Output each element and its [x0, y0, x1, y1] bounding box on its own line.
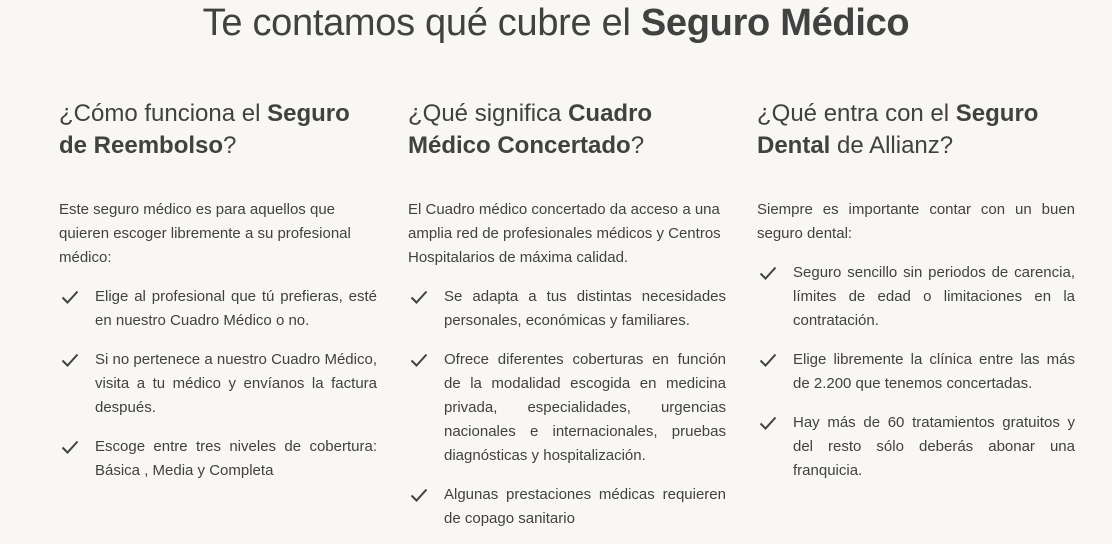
heading-prefix: ¿Qué significa: [408, 100, 569, 127]
check-icon: [61, 439, 79, 455]
check-icon: [759, 352, 777, 368]
dental-list: [757, 261, 1075, 483]
heading-bold: Médico Concertado: [408, 132, 631, 159]
list-item-text: Hay más de 60 tratamientos gratuitos y del resto sólo deberás abonar una franquicia.: [793, 414, 1075, 479]
list-item: [408, 483, 726, 531]
check-icon: [61, 352, 79, 368]
list-item: [408, 348, 726, 468]
check-icon: [61, 289, 79, 305]
list-item: [408, 285, 726, 333]
heading-bold: de Reembolso: [59, 132, 224, 159]
list-item: [757, 261, 1075, 333]
heading-prefix: ¿Qué entra con el: [757, 100, 956, 127]
list-item-text: Escoge entre tres niveles de cobertura: Básica , Media y Completa: [95, 438, 377, 479]
heading-suffix: ?: [630, 132, 645, 159]
cuadro-medico-heading: [408, 98, 726, 162]
list-item: [59, 285, 377, 333]
list-item: [59, 435, 377, 483]
list-item: [59, 348, 377, 420]
heading-bold: Cuadro: [568, 100, 653, 127]
dental-column: [757, 98, 1075, 498]
cuadro-medico-intro: El Cuadro médico concertado da acceso a una amplia red de profesionales médicos y Centros Hospitalarios de máxima calidad.: [408, 201, 721, 266]
list-item-text: Elige al profesional que tú prefieras, esté en nuestro Cuadro Médico o no.: [95, 288, 377, 329]
dental-intro: Siempre es importante contar con un buen seguro dental:: [757, 201, 1075, 242]
heading-bold: Dental: [757, 132, 831, 159]
cuadro-medico-list: [408, 285, 726, 531]
list-item-text: Si no pertenece a nuestro Cuadro Médico, visita a tu médico y envíanos la factura después.: [95, 351, 377, 416]
dental-heading: [757, 98, 1075, 162]
heading-bold: Seguro: [267, 100, 350, 127]
page-title-prefix: Te contamos qué cubre el: [202, 2, 641, 44]
list-item-text: Seguro sencillo sin periodos de carencia, límites de edad o limitaciones en la contratación.: [793, 264, 1075, 329]
heading-bold: Seguro: [955, 100, 1039, 127]
reembolso-list: [59, 285, 377, 483]
cuadro-medico-column: [408, 98, 726, 544]
check-icon: [410, 352, 428, 368]
list-item-text: Ofrece diferentes coberturas en función de la modalidad escogida en medicina privada, especialidades, urgencias nacionales e internacionales, pruebas diagnósticas y hospitalización.: [444, 351, 726, 464]
list-item: [757, 348, 1075, 396]
list-item-text: Elige libremente la clínica entre las más de 2.200 que tenemos concertadas.: [793, 351, 1075, 392]
reembolso-intro: Este seguro médico es para aquellos que quieren escoger libremente a su profesional médico:: [59, 201, 351, 266]
check-icon: [759, 415, 777, 431]
check-icon: [759, 265, 777, 281]
check-icon: [410, 289, 428, 305]
heading-prefix: ¿Cómo funciona el: [59, 100, 268, 127]
page-title-bold: Seguro Médico: [640, 2, 910, 44]
heading-suffix: de Allianz?: [830, 132, 954, 159]
list-item-text: Algunas prestaciones médicas requieren de copago sanitario: [444, 486, 726, 527]
list-item: [757, 411, 1075, 483]
list-item-text: Se adapta a tus distintas necesidades personales, económicas y familiares.: [444, 288, 726, 329]
page-title: [0, 0, 1112, 46]
reembolso-heading: [59, 98, 377, 162]
heading-suffix: ?: [223, 132, 237, 159]
reembolso-column: [59, 98, 377, 498]
check-icon: [410, 487, 428, 503]
